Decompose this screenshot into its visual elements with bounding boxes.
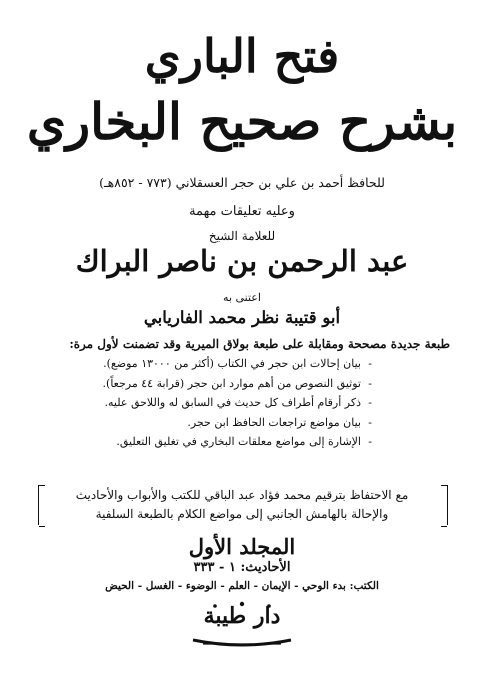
- feature-item: - توثيق النصوص من أهم موارد ابن حجر (قرابة ٤٤ مرجعاً).: [42, 374, 372, 394]
- feature-item: - بيان مواضع تراجعات الحافظ ابن حجر.: [42, 413, 372, 433]
- author-line: للحافظ أحمد بن علي بن حجر العسقلاني (٧٧٣ - ٨٥٢هـ): [99, 175, 385, 190]
- edition-description: طبعة جديدة مصححة ومقابلة على طبعة بولاق الميرية وقد تضمنت لأول مرة:: [69, 337, 450, 351]
- note-line-2: والإحالة بالهامش الجانبي إلى مواضع الكلام بالطبعة السلفية: [95, 507, 389, 521]
- book-title-line-1: فتح الباري: [144, 29, 340, 83]
- note-line-1: مع الاحتفاظ بترقيم محمد فؤاد عبد الباقي للكتب والأبواب والأحاديث: [75, 488, 409, 502]
- book-title-line-2: بشرح صحيح البخاري: [26, 92, 458, 151]
- books-list: الكتب: بدء الوحي - الإيمان - العلم - الوضوء - الغسل - الحيض: [105, 580, 379, 592]
- scholar-label: للعلامة الشيخ: [208, 229, 276, 243]
- volume-label: المجلد الأول: [188, 534, 296, 559]
- editor-label: اعتنى به: [223, 291, 261, 304]
- features-list: [42, 354, 372, 452]
- commentary-line: وعليه تعليقات مهمة: [189, 204, 295, 219]
- scholar-name: عبد الرحمن بن ناصر البراك: [75, 244, 409, 278]
- feature-item: - بيان إحالات ابن حجر في الكتاب (أكثر من ١٣٠٠٠ موضع).: [42, 354, 372, 374]
- publisher-name: دار طيبة: [203, 603, 281, 629]
- editor-name: أبو قتيبة نظر محمد الفاريابي: [143, 308, 341, 327]
- hadith-range: الأحاديث: ١ - ٣٣٣: [193, 560, 291, 575]
- numbering-note-box: [38, 485, 448, 525]
- feature-item: - ذكر أرقام أطراف كل حديث في السابق له واللاحق عليه.: [42, 393, 372, 413]
- feature-item: - الإشارة إلى مواضع معلقات البخاري في تغليق التعليق.: [42, 432, 372, 452]
